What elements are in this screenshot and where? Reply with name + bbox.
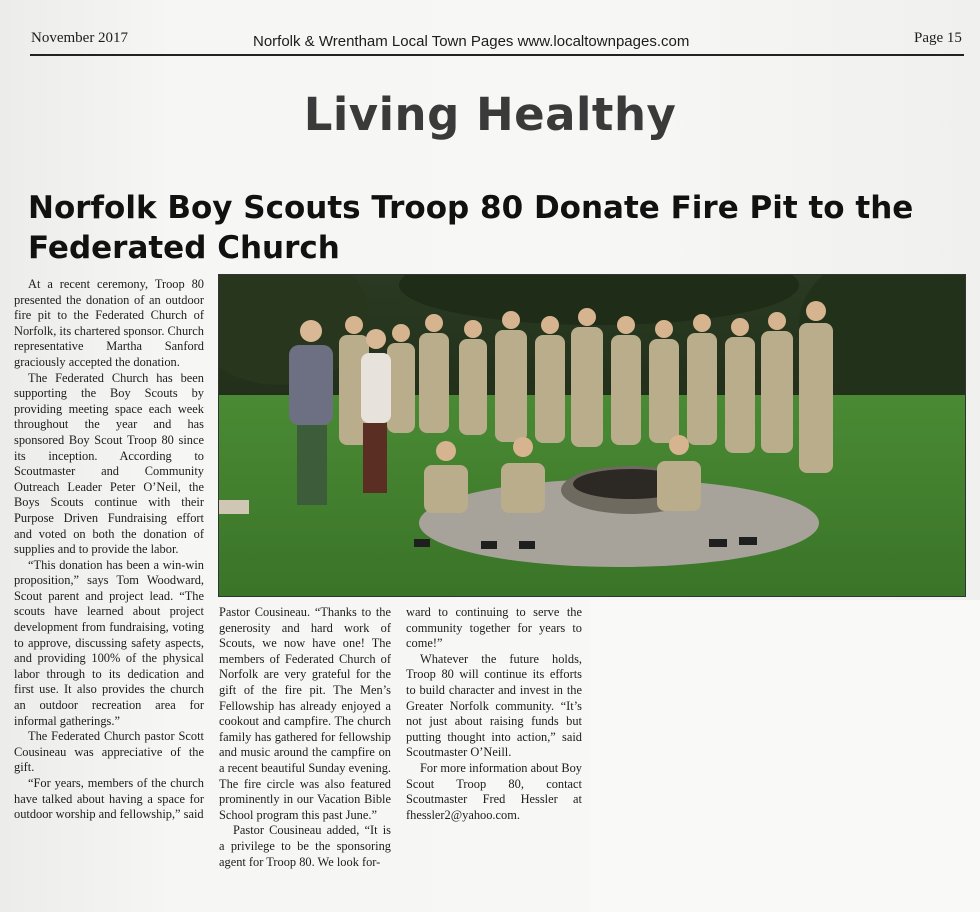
section-title: Living Healthy	[303, 88, 677, 141]
adult-woman-sweater	[289, 345, 333, 425]
paragraph: Pastor Cousineau. “Thanks to the generosity and hard work of Scouts, we now have one! The members of Federated Church of Norfolk are very grateful for the gift of the fire pit. The Men’s Fellowship has already enjoyed a cookout and campfire. The church family has gathered for fellowship and music around the campfire on a recent beautiful Sunday evening. The fire circle was also featured prominently in our Vacation Bible School program this past June.”	[219, 605, 391, 822]
article-column-2	[219, 605, 391, 870]
wood-plank	[219, 500, 249, 514]
troop-photo-illustration	[219, 275, 965, 596]
issue-date: November 2017	[31, 30, 129, 46]
paragraph: For more information about Boy Scout Troop 80, contact Scoutmaster Fred Hessler at fhessler2@yahoo.com.	[406, 760, 582, 822]
paragraph: The Federated Church pastor Scott Cousineau was appreciative of the gift.	[14, 729, 204, 775]
blank-area	[590, 600, 980, 912]
adult-woman-blouse	[361, 353, 391, 423]
article-column-3	[406, 605, 582, 823]
header-rule	[30, 54, 964, 56]
paragraph: The Federated Church has been supporting the Boy Scouts by providing meeting space each week throughout the year and has sponsored Boy Scout Troop 80 since its inception. According to Scoutmaster and Community Outreach Leader Peter O’Neil, the Boys Scouts continue with their Purpose Driven Fundraising effort and voted on both the donation of supplies and to provide the labor.	[14, 370, 204, 557]
troop-photo	[219, 275, 965, 596]
article-column-1	[14, 277, 204, 823]
paragraph: Pastor Cousineau added, “It is a privilege to be the sponsoring agent for Troop 80. We look for-	[219, 823, 391, 869]
paper-name: Norfolk & Wrentham Local Town Pages www.localtownpages.com	[253, 33, 690, 50]
paragraph: ward to continuing to serve the community together for years to come!”	[406, 605, 582, 651]
paragraph: Whatever the future holds, Troop 80 will continue its efforts to build character and invest in the Greater Norfolk community. “It’s not just about raising funds but putting thought into action,” said Scoutmaster O’Neill.	[406, 651, 582, 760]
paragraph: “This donation has been a win-win proposition,” says Tom Woodward, Scout parent and project lead. “The scouts have learned about project development from fundraising, voting to approve, discussing safety aspects, and providing 100% of the physical labor through to its dedication and first use. It also provides the church an outdoor recreation area for informal gatherings.”	[14, 557, 204, 728]
page-number: Page 15	[914, 30, 962, 46]
article-headline: Norfolk Boy Scouts Troop 80 Donate Fire Pit to the Federated Church	[28, 190, 914, 266]
paragraph: At a recent ceremony, Troop 80 presented the donation of an outdoor fire pit to the Federated Church of Norfolk, its chartered sponsor. Church representative Martha Sanford graciously accepted the donation.	[14, 277, 204, 369]
paragraph: “For years, members of the church have talked about having a space for outdoor worship and fellowship,” said	[14, 776, 204, 822]
